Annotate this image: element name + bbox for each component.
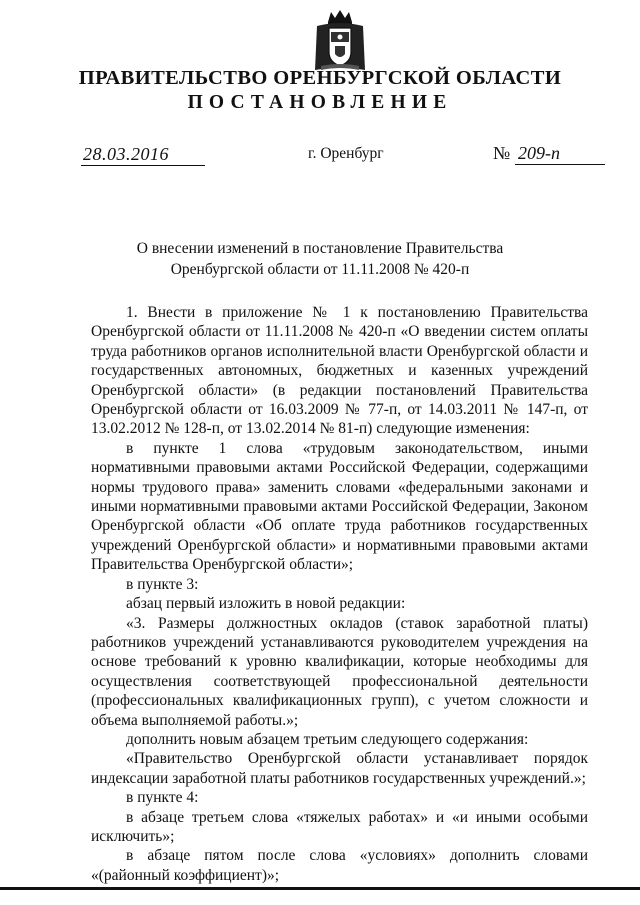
body-paragraph: в пункте 3: — [126, 575, 199, 593]
number-handwritten: 209-п — [518, 143, 560, 163]
city-label: г. Оренбург — [308, 145, 384, 162]
document-type: ПОСТАНОВЛЕНИЕ — [187, 92, 453, 113]
body-paragraph: в пункте 1 слова «трудовым законодательством, иными нормативными правовыми актами Российской Федерации, содержащими нормы трудового права» заменить словами «федеральными законами и иными нормативными правовыми актами Российской Федерации, Законом Оренбургской области «Об оплате труда работников государственных учреждений Оренбургской области» и нормативными правовыми актами Правительства Оренбургской области»; — [91, 439, 588, 574]
body-paragraph: дополнить новым абзацем третьим следующего содержания: — [126, 730, 529, 748]
body-paragraph: в пункте 4: — [126, 789, 199, 807]
document-body — [91, 303, 588, 885]
coat-of-arms-icon — [313, 8, 367, 74]
number-sign: № — [493, 143, 511, 163]
document-subject — [0, 238, 640, 280]
body-paragraph: «Правительство Оренбургской области устанавливает порядок индексации заработной платы работников государственных учреждений.»; — [91, 750, 588, 787]
date-handwritten: 28.03.2016 — [83, 144, 169, 164]
bottom-border — [0, 887, 640, 890]
body-paragraph: «3. Размеры должностных окладов (ставок заработной платы) работников учреждений устанавливаются руководителем учреждения на основе требований к уровню квалификации, которые необходимы для осуществления соответствующей профессиональной деятельности (профессиональных квалификационных групп), с учетом сложности и объема выполняемой работы.»; — [91, 614, 588, 729]
body-paragraph: 1. Внести в приложение № 1 к постановлению Правительства Оренбургской области от 11.11.2008 № 420-п «О введении систем оплаты труда работников органов исполнительной власти Оренбургской области и государственных автономных, бюджетных и казенных учреждений Оренбургской области» (в редакции постановлений Правительства Оренбургской области от 16.03.2009 № 77-п, от 14.03.2011 № 147-п, от 13.02.2012 № 128-п, от 13.02.2014 № 81-п) следующие изменения: — [91, 304, 588, 438]
subject-line: Оренбургской области от 11.11.2008 № 420-п — [170, 261, 470, 278]
number-underline — [515, 164, 605, 165]
subject-line: О внесении изменений в постановление Правительства — [136, 240, 504, 257]
body-paragraph: абзац первый изложить в новой редакции: — [126, 595, 406, 613]
document-date — [81, 146, 205, 166]
body-paragraph: в абзаце третьем слова «тяжелых работах» и «и иными особыми исключить»; — [91, 808, 588, 845]
body-paragraph: в абзаце пятом после слова «условиях» дополнить словами «(районный коэффициент)»; — [91, 847, 588, 884]
document-number — [493, 143, 605, 165]
date-underline — [81, 165, 205, 166]
government-title: ПРАВИТЕЛЬСТВО ОРЕНБУРГСКОЙ ОБЛАСТИ — [78, 67, 562, 89]
